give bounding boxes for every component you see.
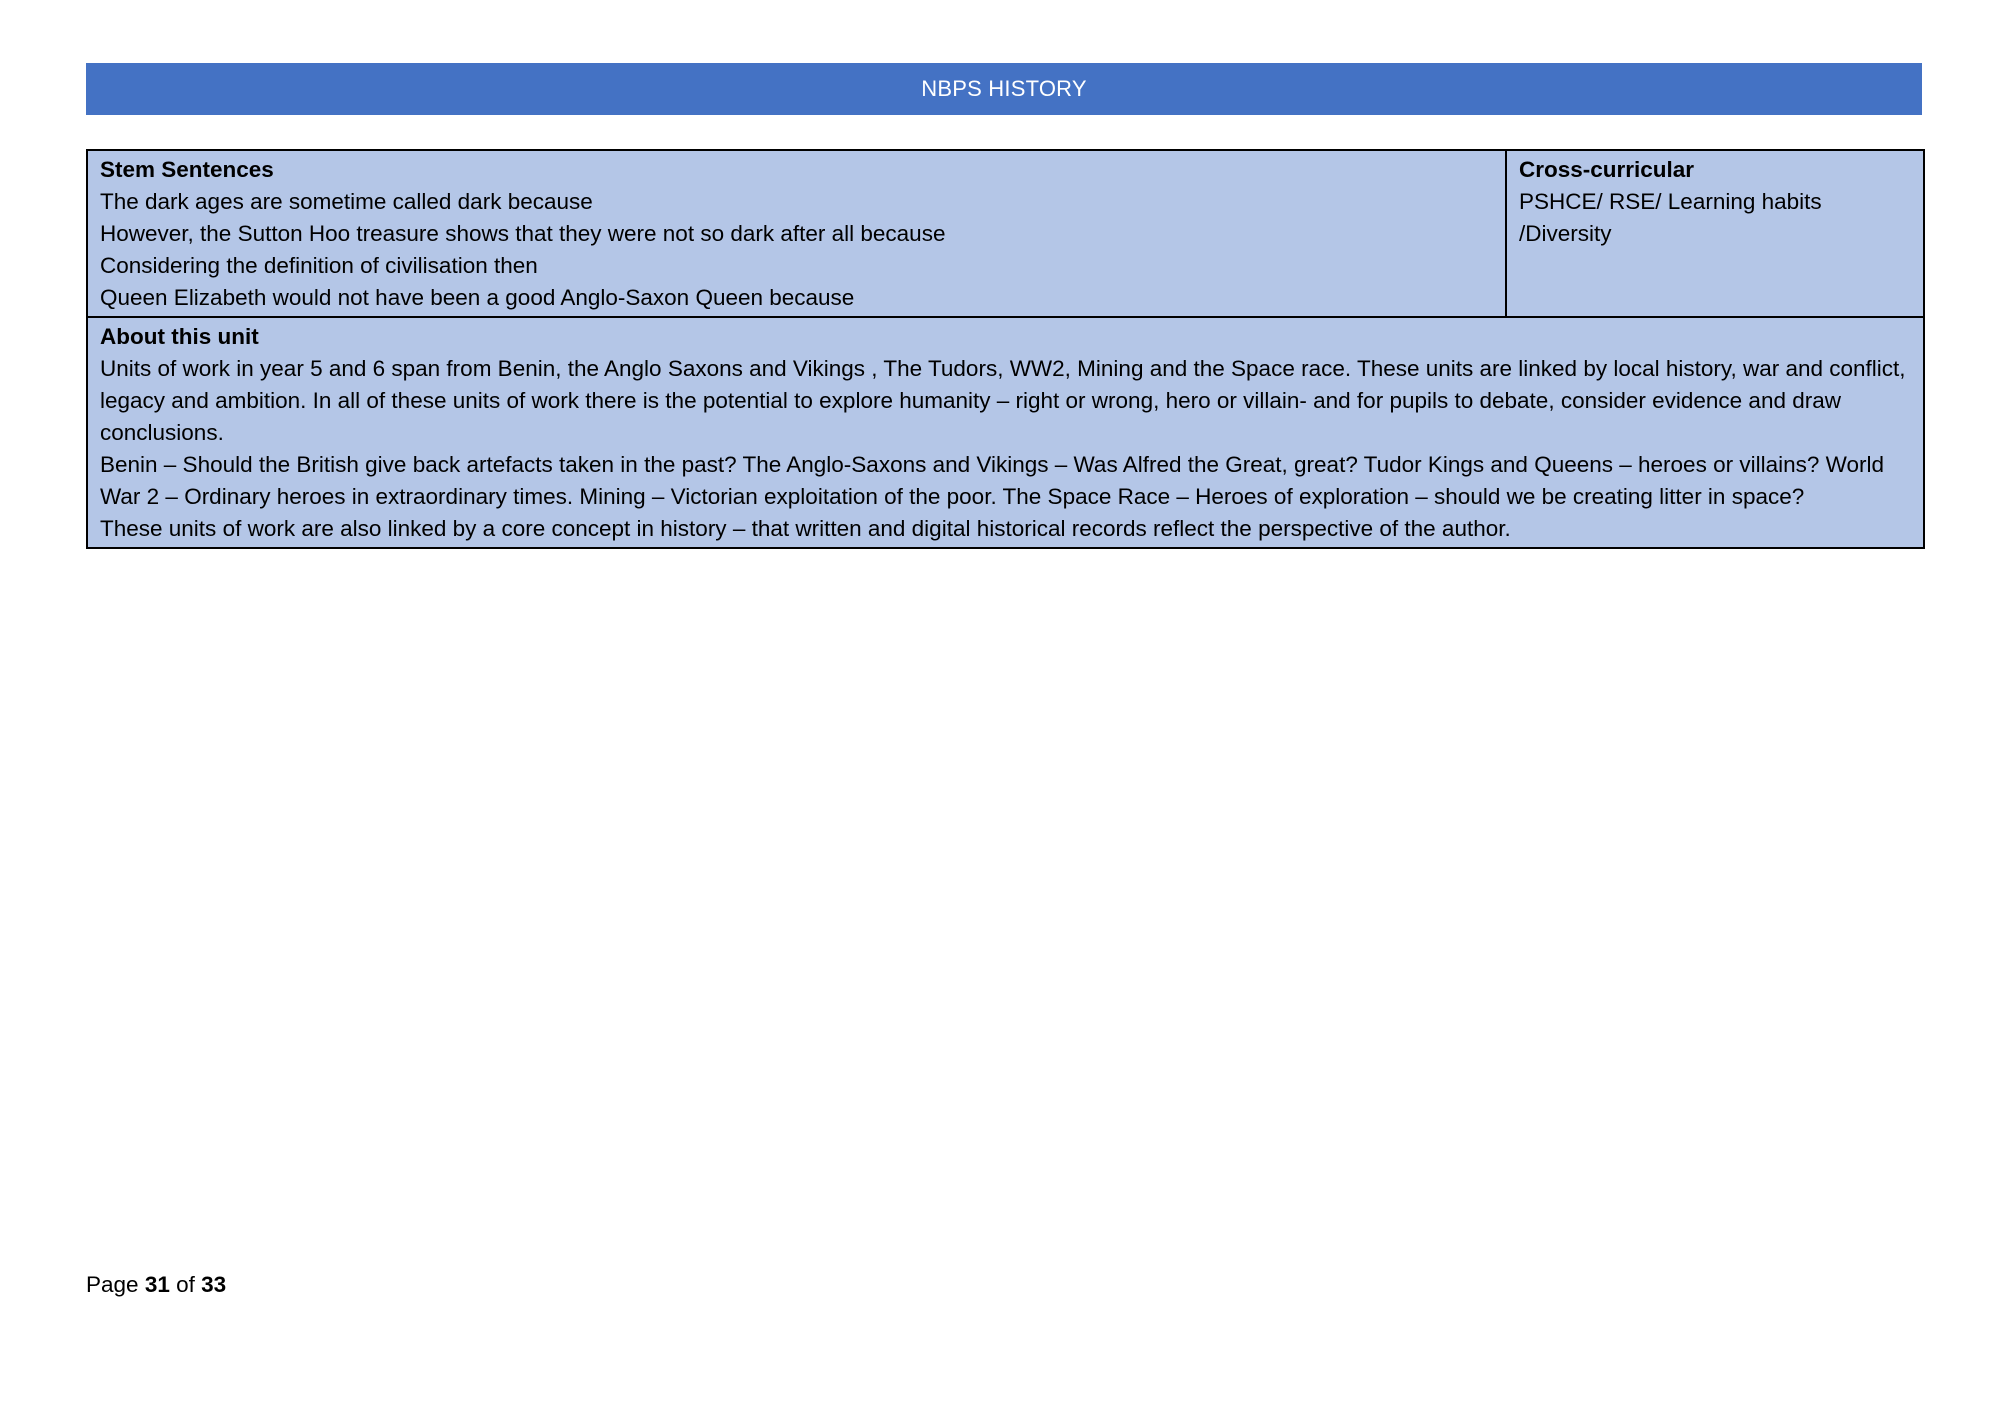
about-unit-cell: [87, 317, 1924, 548]
about-row: [87, 317, 1924, 548]
unit-overview-table: [86, 149, 1925, 549]
stem-sentence: However, the Sutton Hoo treasure shows that they were not so dark after all because: [100, 221, 946, 246]
cross-curricular-text: PSHCE/ RSE/ Learning habits /Diversity: [1519, 189, 1822, 246]
current-page-number: 31: [144, 1272, 170, 1297]
cross-curricular-cell: [1506, 150, 1924, 317]
about-unit-paragraph: Units of work in year 5 and 6 span from Benin, the Anglo Saxons and Vikings , The Tudors, WW2, Mining and the Space race. These units are linked by local history, war and conflict, legacy and ambition. In all of these units of work there is the potential to explore humanity – right or wrong, hero or villain- and for pupils to debate, consider evidence and draw conclusions.: [100, 356, 1906, 445]
stem-sentences-cell: [87, 150, 1506, 317]
page-label: Page: [86, 1272, 139, 1297]
stem-sentence: The dark ages are sometime called dark because: [100, 189, 593, 214]
page-footer: [86, 1272, 226, 1298]
stem-sentence: Queen Elizabeth would not have been a good Anglo-Saxon Queen because: [100, 285, 855, 310]
header-banner: [86, 63, 1922, 115]
stem-sentence: Considering the definition of civilisation then: [100, 253, 538, 278]
stem-row: [87, 150, 1924, 317]
about-unit-paragraph: These units of work are also linked by a core concept in history – that written and digital historical records reflect the perspective of the author.: [100, 516, 1511, 541]
about-unit-heading: About this unit: [100, 324, 259, 349]
total-pages-number: 33: [201, 1272, 227, 1297]
about-unit-paragraph: Benin – Should the British give back artefacts taken in the past? The Anglo-Saxons and Vikings – Was Alfred the Great, great? Tudor Kings and Queens – heroes or villains? World War 2 – Ordinary heroes in extraordinary times. Mining – Victorian exploitation of the poor. The Space Race – Heroes of exploration – should we be creating litter in space?: [100, 452, 1884, 509]
cross-curricular-heading: Cross-curricular: [1519, 157, 1695, 182]
document-title: NBPS HISTORY: [921, 76, 1087, 101]
stem-sentences-heading: Stem Sentences: [100, 157, 274, 182]
of-label: of: [176, 1272, 195, 1297]
